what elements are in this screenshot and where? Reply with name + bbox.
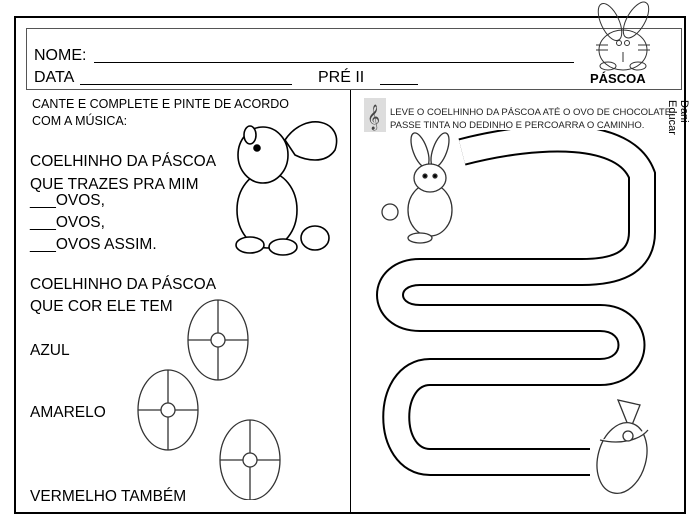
song-line: ___OVOS ASSIM. [30,236,157,253]
song-line: COELHINHO DA PÁSCOA [30,276,217,293]
bunny-start-icon [382,131,453,243]
class-field[interactable] [380,84,418,85]
maze-area [351,130,686,514]
chocolate-egg-icon [590,400,655,499]
song-line: QUE TRAZES PRA MIM [30,176,199,193]
bunny-icon [225,110,345,260]
instruction-line-1: CANTE E COMPLETE E PINTE DE ACORDO [32,97,289,111]
date-field[interactable] [80,84,292,85]
song-line: AZUL [30,342,70,359]
name-label: NOME: [34,47,87,64]
instruction-line-2: COM A MÚSICA: [32,114,128,128]
credit-text: Dani Educar [666,100,690,135]
song-line: AMARELO [30,404,106,421]
song-line: ___OVOS, [30,192,105,209]
bunny-logo-icon [578,0,678,80]
right-instruction-line-2: PASSE TINTA NO DEDINHO E PERCOARRA O CAMINHO. [390,120,645,131]
song-line: COELHINHO DA PÁSCOA [30,153,217,170]
logo-text: PÁSCOA [590,71,646,86]
song-line: VERMELHO TAMBÉM [30,488,187,505]
class-label: PRÉ II [318,69,365,86]
song-line: ___OVOS, [30,214,105,231]
name-field[interactable] [94,62,574,63]
right-instruction-line-1: LEVE O COELHINHO DA PÁSCOA ATÉ O OVO DE CHOCOLATE. [390,107,674,118]
music-note-icon [364,98,386,132]
date-label: DATA [34,69,75,86]
song-line: QUE COR ELE TEM [30,298,173,315]
easter-eggs-icon [120,295,290,500]
svg-text:𝄞: 𝄞 [367,104,381,129]
